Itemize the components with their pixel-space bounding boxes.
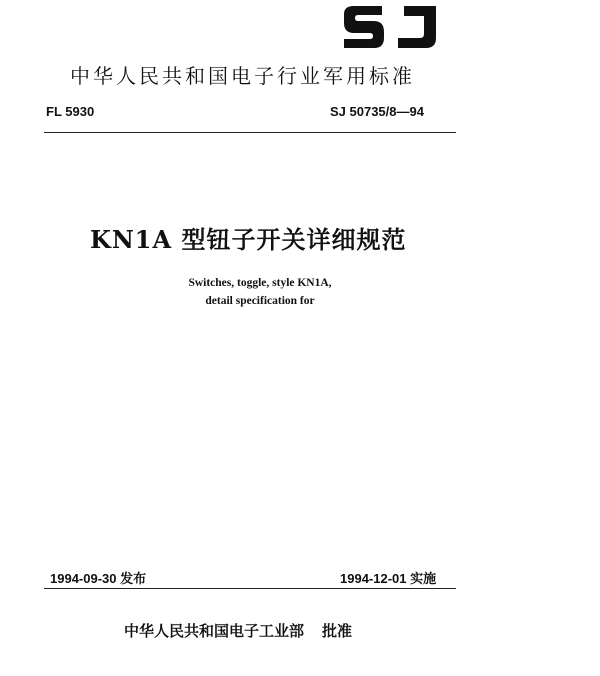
issuing-authority: 中华人民共和国电子工业部	[124, 622, 305, 640]
standard-number: SJ 50735/8—94	[330, 104, 424, 119]
classification-code: FL 5930	[46, 104, 95, 119]
industry-standard-heading: 中华人民共和国电子行业军用标准	[70, 64, 415, 88]
document-title: KN1A 型钮子开关详细规范	[90, 225, 407, 254]
english-title-line-1: Switches, toggle, style KN1A,	[188, 277, 332, 289]
approval-label: 批准	[322, 622, 353, 640]
bottom-divider	[44, 588, 456, 589]
sj-logo	[340, 4, 440, 50]
approval-line	[124, 620, 352, 641]
top-divider	[44, 132, 456, 133]
english-title	[160, 274, 360, 310]
english-title-line-2: detail specification for	[205, 295, 315, 307]
implementation-date: 1994-12-01 实施	[340, 571, 437, 586]
issue-date: 1994-09-30 发布	[50, 571, 147, 586]
